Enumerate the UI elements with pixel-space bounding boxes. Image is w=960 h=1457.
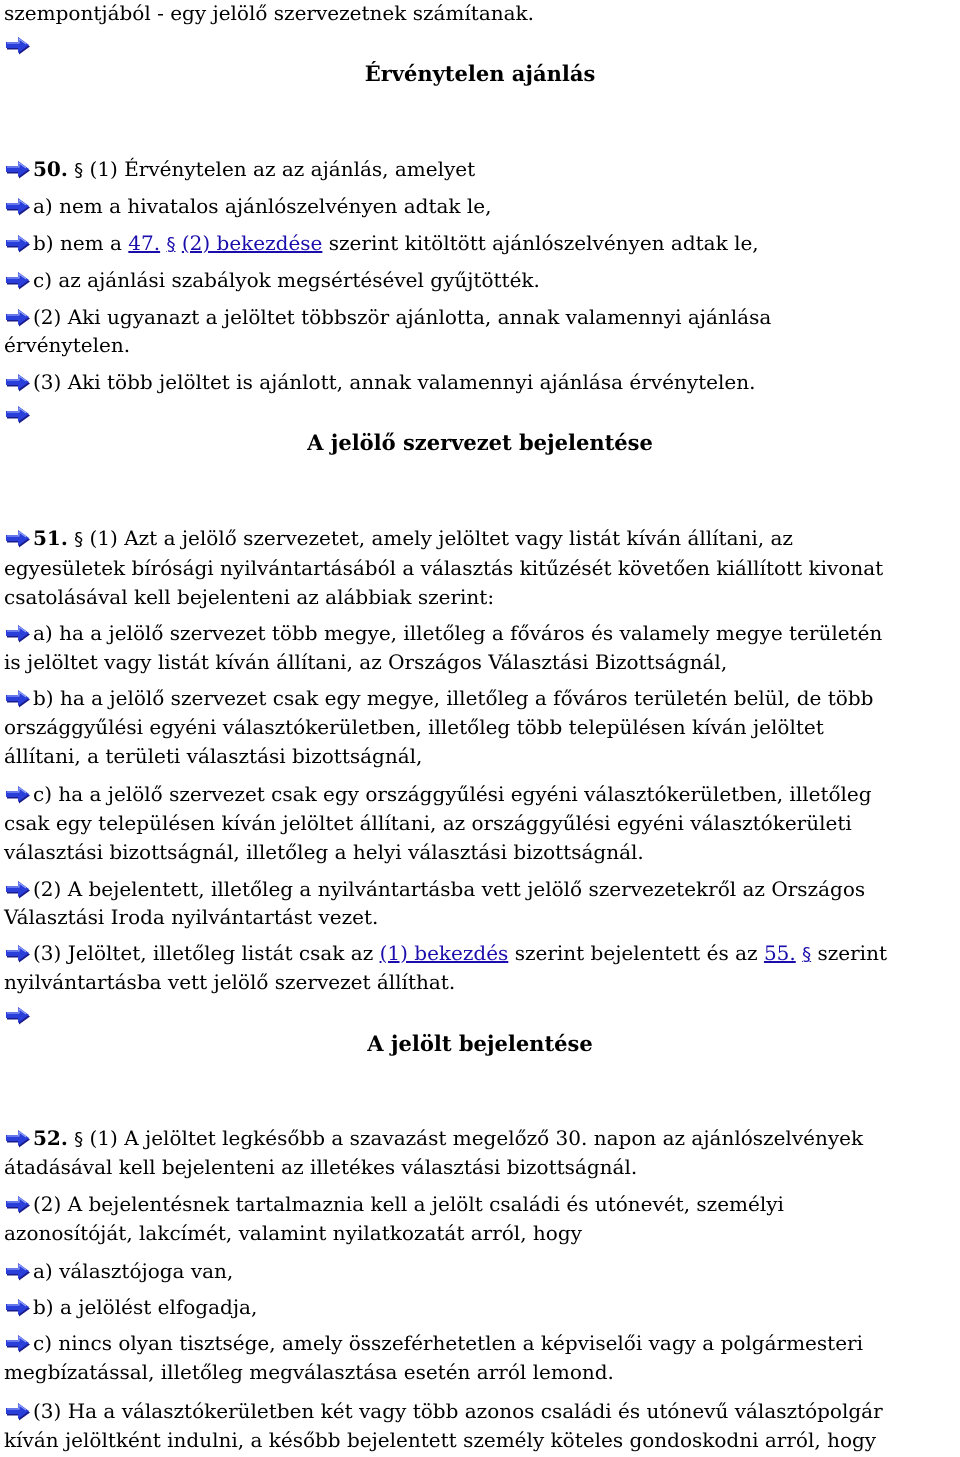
right-arrow-icon[interactable] bbox=[4, 687, 31, 709]
text-line: is jelöltet vagy listát kíván állítani, az Országos Választási Bizottságnál, bbox=[4, 650, 728, 674]
right-arrow-icon[interactable] bbox=[4, 269, 31, 291]
right-arrow-icon[interactable] bbox=[4, 783, 31, 805]
right-arrow-icon[interactable] bbox=[4, 1400, 31, 1422]
right-arrow-icon[interactable] bbox=[4, 34, 31, 56]
right-arrow-icon[interactable] bbox=[4, 942, 31, 964]
paragraph-text: a) nem a hivatalos ajánlószelvényen adtak le, bbox=[33, 194, 492, 218]
paragraph-text: b) nem a bbox=[33, 231, 122, 255]
section-symbol: § bbox=[74, 529, 84, 550]
paragraph-52-a bbox=[4, 1258, 956, 1285]
text-line: szempontjából - egy jelölő szervezetnek számítanak. bbox=[4, 1, 535, 25]
paragraph-text: szerint bbox=[817, 941, 887, 965]
paragraph-text: (1) A jelöltet legkésőbb a szavazást megelőző 30. napon az ajánlószelvények bbox=[89, 1126, 864, 1150]
paragraph-52-c bbox=[4, 1330, 956, 1357]
text-line: csatolásával kell bejelenteni az alábbiak szerint: bbox=[4, 585, 495, 609]
link-section-symbol[interactable]: § bbox=[802, 944, 812, 965]
paragraph-text: (2) A bejelentésnek tartalmaznia kell a jelölt családi és utónevét, személyi bbox=[33, 1192, 784, 1216]
right-arrow-icon[interactable] bbox=[4, 1004, 31, 1026]
right-arrow-icon[interactable] bbox=[4, 1193, 31, 1215]
text-line: állítani, a területi választási bizottságnál, bbox=[4, 744, 423, 768]
paragraph-51-1 bbox=[4, 525, 956, 552]
section-symbol: § bbox=[74, 1129, 84, 1150]
link-section-symbol[interactable]: § bbox=[166, 234, 176, 255]
paragraph-50-a bbox=[4, 193, 956, 220]
paragraph-50-3 bbox=[4, 369, 956, 396]
section-number: 52. bbox=[33, 1126, 68, 1150]
paragraph-text: c) az ajánlási szabályok megsértésével gyűjtötték. bbox=[33, 268, 540, 292]
link-paragraph-2[interactable]: (2) bekezdése bbox=[181, 231, 323, 255]
text-line: azonosítóját, lakcímét, valamint nyilatkozatát arról, hogy bbox=[4, 1221, 582, 1245]
paragraph-text: b) a jelölést elfogadja, bbox=[33, 1295, 258, 1319]
paragraph-text: b) ha a jelölő szervezet csak egy megye, illetőleg a főváros területén belül, de több bbox=[33, 686, 874, 710]
paragraph-51-3 bbox=[4, 940, 956, 967]
link-section-47[interactable]: 47. bbox=[128, 231, 161, 255]
paragraph-52-3 bbox=[4, 1398, 956, 1425]
paragraph-text: a) ha a jelölő szervezet több megye, illetőleg a főváros és valamely megye területén bbox=[33, 621, 883, 645]
paragraph-text: (3) Ha a választókerületben két vagy több azonos családi és utónevű választópolgár bbox=[33, 1399, 883, 1423]
right-arrow-icon[interactable] bbox=[4, 622, 31, 644]
paragraph-50-c bbox=[4, 267, 956, 294]
text-line: megbízatással, illetőleg megválasztása esetén arról lemond. bbox=[4, 1360, 614, 1384]
paragraph-50-b bbox=[4, 230, 956, 257]
paragraph-51-b bbox=[4, 685, 956, 712]
paragraph-51-2 bbox=[4, 876, 956, 903]
section-heading: A jelölő szervezet bejelentése bbox=[307, 430, 653, 455]
paragraph-text: c) ha a jelölő szervezet csak egy országgyűlési egyéni választókerületben, illetőleg bbox=[33, 782, 872, 806]
section-heading: Érvénytelen ajánlás bbox=[364, 61, 596, 86]
paragraph-50-2 bbox=[4, 304, 956, 331]
right-arrow-icon[interactable] bbox=[4, 158, 31, 180]
right-arrow-icon[interactable] bbox=[4, 1127, 31, 1149]
right-arrow-icon[interactable] bbox=[4, 195, 31, 217]
paragraph-51-a bbox=[4, 620, 956, 647]
right-arrow-icon[interactable] bbox=[4, 1296, 31, 1318]
right-arrow-icon[interactable] bbox=[4, 232, 31, 254]
paragraph-52-b bbox=[4, 1294, 956, 1321]
paragraph-text: (3) Jelöltet, illetőleg listát csak az bbox=[33, 941, 374, 965]
paragraph-text: (2) A bejelentett, illetőleg a nyilvántartásba vett jelölő szervezetekről az Országos bbox=[33, 877, 866, 901]
text-line: érvénytelen. bbox=[4, 333, 131, 357]
section-symbol: § bbox=[74, 160, 84, 181]
text-line: országgyűlési egyéni választókerületben, illetőleg több településen kíván jelöltet bbox=[4, 715, 824, 739]
link-paragraph-1[interactable]: (1) bekezdés bbox=[379, 941, 509, 965]
paragraph-text: (3) Aki több jelöltet is ajánlott, annak valamennyi ajánlása érvénytelen. bbox=[33, 370, 756, 394]
right-arrow-icon[interactable] bbox=[4, 371, 31, 393]
text-line: átadásával kell bejelenteni az illetékes választási bizottságnál. bbox=[4, 1155, 638, 1179]
paragraph-52-2 bbox=[4, 1191, 956, 1218]
right-arrow-icon[interactable] bbox=[4, 1260, 31, 1282]
section-heading: A jelölt bejelentése bbox=[367, 1031, 593, 1056]
paragraph-text: (2) Aki ugyanazt a jelöltet többször ajánlotta, annak valamennyi ajánlása bbox=[33, 305, 772, 329]
paragraph-text: a) választójoga van, bbox=[33, 1259, 234, 1283]
paragraph-text: (1) Azt a jelölő szervezetet, amely jelöltet vagy listát kíván állítani, az bbox=[89, 526, 793, 550]
paragraph-text: (1) Érvénytelen az az ajánlás, amelyet bbox=[89, 157, 476, 181]
link-section-55[interactable]: 55. bbox=[763, 941, 796, 965]
paragraph-text: szerint kitöltött ajánlószelvényen adtak le, bbox=[328, 231, 759, 255]
text-line: csak egy településen kíván jelöltet állítani, az országgyűlési egyéni választókerületi bbox=[4, 811, 852, 835]
section-number: 50. bbox=[33, 157, 68, 181]
section-number: 51. bbox=[33, 526, 68, 550]
text-line: egyesületek bírósági nyilvántartásából a választás kitűzését követően kiállított kivonat bbox=[4, 556, 884, 580]
paragraph-52-1 bbox=[4, 1125, 956, 1152]
text-line: Választási Iroda nyilvántartást vezet. bbox=[4, 905, 379, 929]
text-line: kíván jelöltként indulni, a később bejelentett személy köteles gondoskodni arról, hogy bbox=[4, 1428, 877, 1452]
text-line: választási bizottságnál, illetőleg a helyi választási bizottságnál. bbox=[4, 840, 644, 864]
paragraph-50-1 bbox=[4, 156, 956, 183]
paragraph-text: szerint bejelentett és az bbox=[514, 941, 758, 965]
right-arrow-icon[interactable] bbox=[4, 403, 31, 425]
paragraph-51-c bbox=[4, 781, 956, 808]
right-arrow-icon[interactable] bbox=[4, 306, 31, 328]
text-line: nyilvántartásba vett jelölő szervezet állíthat. bbox=[4, 970, 456, 994]
right-arrow-icon[interactable] bbox=[4, 527, 31, 549]
paragraph-text: c) nincs olyan tisztsége, amely összeférhetetlen a képviselői vagy a polgármesteri bbox=[33, 1331, 863, 1355]
right-arrow-icon[interactable] bbox=[4, 878, 31, 900]
right-arrow-icon[interactable] bbox=[4, 1332, 31, 1354]
